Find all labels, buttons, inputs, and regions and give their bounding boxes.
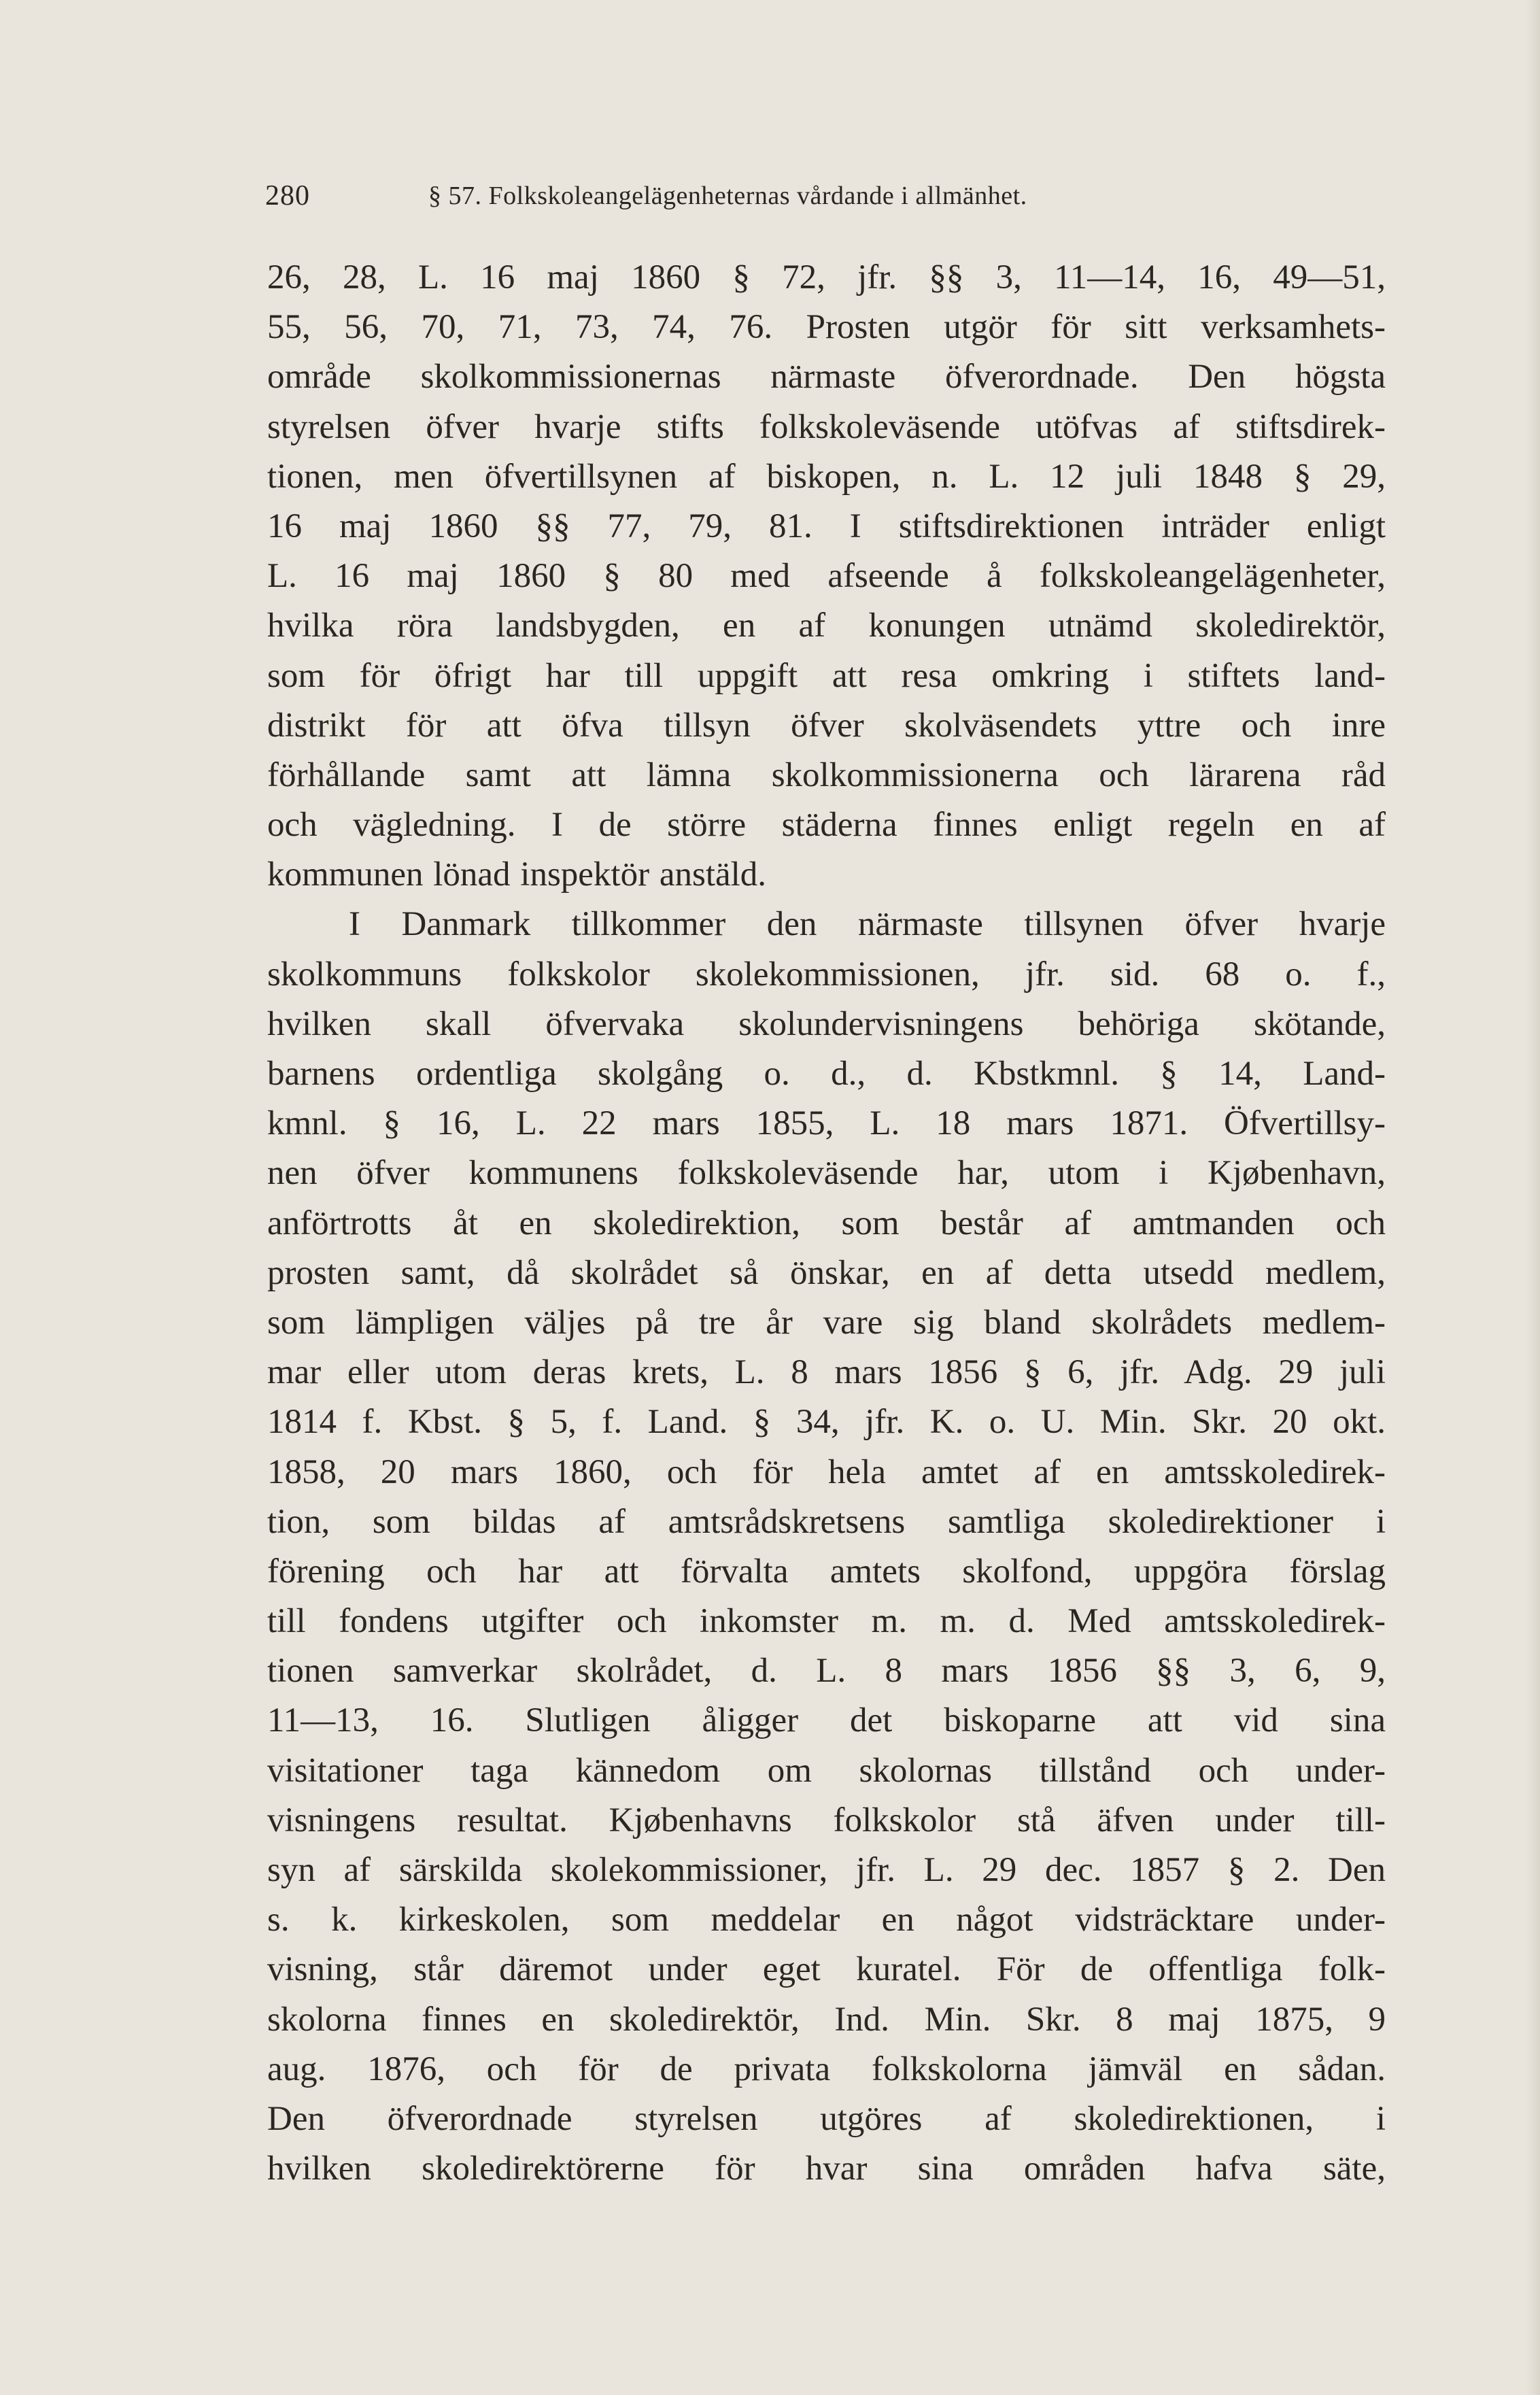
text-line: till fondens utgifter och inkomster m. m. d. Med amtsskoledirek- <box>267 1602 1386 1641</box>
section-title: § 57. Folkskoleangelägenheternas vårdande i allmänhet. <box>428 182 1027 210</box>
text-line: 55, 56, 70, 71, 73, 74, 76. Prosten utgör för sitt verksamhets- <box>267 308 1386 347</box>
text-line: Den öfverordnade styrelsen utgöres af skoledirektionen, i <box>267 2099 1386 2138</box>
text-line: L. 16 maj 1860 § 80 med afseende å folkskoleangelägenheter, <box>267 557 1386 596</box>
text-line: område skolkommissionernas närmaste öfverordnade. Den högsta <box>267 358 1386 396</box>
page-edge <box>1526 0 1540 2395</box>
paragraph-end-line: kommunen lönad inspektör anstäld. <box>267 855 767 894</box>
text-line: förhållande samt att lämna skolkommissionerna och lärarena råd <box>267 755 1386 794</box>
text-line: tionen, men öfvertillsynen af biskopen, n. L. 12 juli 1848 § 29, <box>267 457 1386 496</box>
text-line: skolkommuns folkskolor skolekommissionen, jfr. sid. 68 o. f., <box>267 955 1386 993</box>
text-line: syn af särskilda skolekommissioner, jfr. L. 29 dec. 1857 § 2. Den <box>267 1851 1386 1889</box>
text-line: och vägledning. I de större städerna finnes enligt regeln en af <box>267 806 1386 845</box>
text-line: anförtrotts åt en skoledirektion, som består af amtmanden och <box>267 1204 1386 1242</box>
text-line: som för öfrigt har till uppgift att resa omkring i stiftets land- <box>267 656 1386 695</box>
text-line: hvilka röra landsbygden, en af konungen utnämd skoledirektör, <box>267 607 1386 645</box>
text-line: tionen samverkar skolrådet, d. L. 8 mars 1856 §§ 3, 6, 9, <box>267 1652 1386 1691</box>
text-line: förening och har att förvalta amtets skolfond, uppgöra förslag <box>267 1552 1386 1591</box>
text-line: aug. 1876, och för de privata folkskolorna jämväl en sådan. <box>267 2050 1386 2088</box>
running-head <box>265 175 1258 216</box>
text-line: 16 maj 1860 §§ 77, 79, 81. I stiftsdirektionen inträder enligt <box>267 507 1386 545</box>
text-line: visitationer taga kännedom om skolornas tillstånd och under- <box>267 1751 1386 1790</box>
text-line: nen öfver kommunens folkskoleväsende har, utom i Kjøbenhavn, <box>267 1154 1386 1193</box>
text-line: distrikt för att öfva tillsyn öfver skolväsendets yttre och inre <box>267 706 1386 745</box>
paragraph-start-line: I Danmark tillkommer den närmaste tillsynen öfver hvarje <box>349 905 1386 944</box>
text-line: visning, står däremot under eget kuratel. För de offentliga folk- <box>267 1950 1386 1989</box>
text-line: kmnl. § 16, L. 22 mars 1855, L. 18 mars 1871. Öfvertillsy- <box>267 1104 1386 1143</box>
text-line: 11—13, 16. Slutligen åligger det biskoparne att vid sina <box>267 1701 1386 1740</box>
text-line: hvilken skoledirektörerne för hvar sina områden hafva säte, <box>267 2150 1386 2188</box>
body-text <box>267 253 1386 2194</box>
text-line: mar eller utom deras krets, L. 8 mars 1856 § 6, jfr. Adg. 29 juli <box>267 1353 1386 1392</box>
text-line: styrelsen öfver hvarje stifts folkskoleväsende utöfvas af stiftsdirek- <box>267 407 1386 446</box>
text-line: prosten samt, då skolrådet så önskar, en af detta utsedd medlem, <box>267 1253 1386 1292</box>
text-line: visningens resultat. Kjøbenhavns folkskolor stå äfven under till- <box>267 1801 1386 1839</box>
text-line: 1814 f. Kbst. § 5, f. Land. § 34, jfr. K. o. U. Min. Skr. 20 okt. <box>267 1403 1386 1442</box>
text-line: 1858, 20 mars 1860, och för hela amtet af en amtsskoledirek- <box>267 1453 1386 1491</box>
text-line: tion, som bildas af amtsrådskretsens samtliga skoledirektioner i <box>267 1502 1386 1541</box>
page-number: 280 <box>265 180 310 211</box>
text-line: som lämpligen väljes på tre år vare sig bland skolrådets medlem- <box>267 1303 1386 1342</box>
text-line: barnens ordentliga skolgång o. d., d. Kbstkmnl. § 14, Land- <box>267 1055 1386 1093</box>
text-line: skolorna finnes en skoledirektör, Ind. Min. Skr. 8 maj 1875, 9 <box>267 2000 1386 2039</box>
text-line: hvilken skall öfvervaka skolundervisningens behöriga skötande, <box>267 1004 1386 1043</box>
text-line: 26, 28, L. 16 maj 1860 § 72, jfr. §§ 3, 11—14, 16, 49—51, <box>267 258 1386 296</box>
text-line: s. k. kirkeskolen, som meddelar en något vidsträcktare under- <box>267 1901 1386 1939</box>
